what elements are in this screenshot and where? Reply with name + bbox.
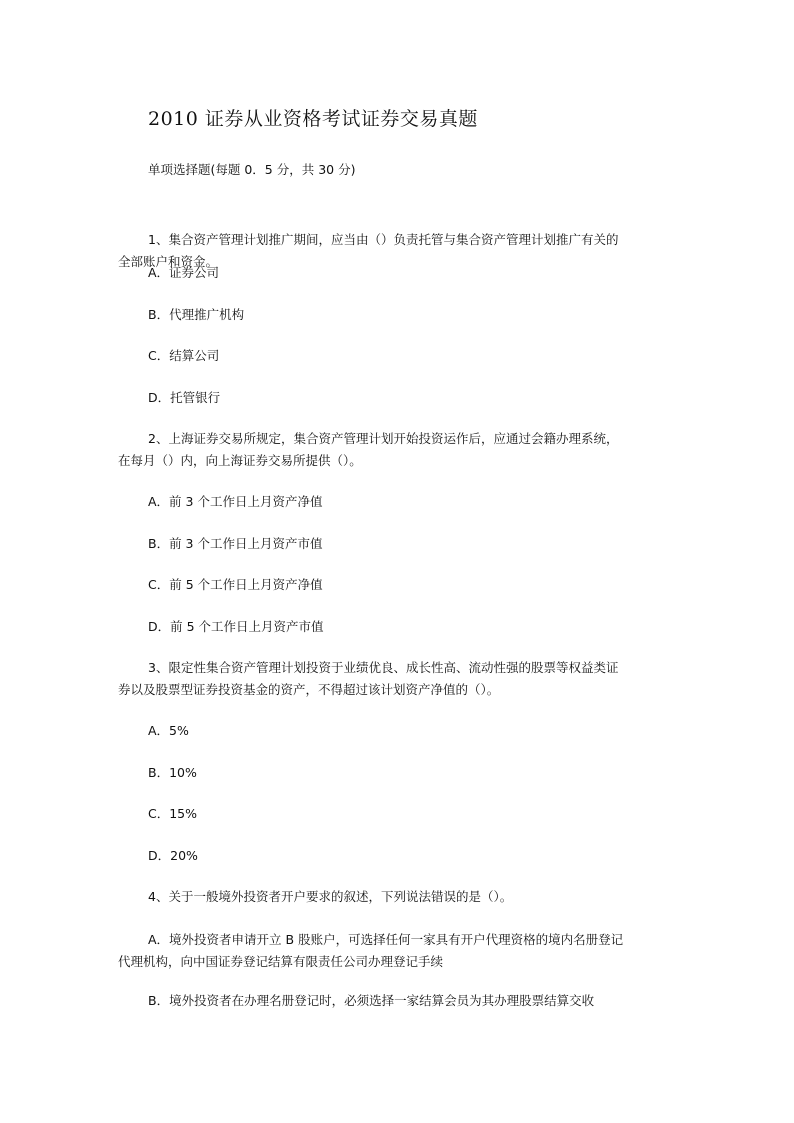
question-2-text-line-2: 在每月（）内，向上海证券交易所提供（）。 bbox=[118, 453, 362, 468]
question-2-option-c: C．前 5 个工作日上月资产净值 bbox=[148, 577, 323, 592]
question-1-text-line-1: 1、集合资产管理计划推广期间，应当由（）负责托管与集合资产管理计划推广有关的 bbox=[148, 232, 619, 247]
question-2-text-line-1: 2、上海证券交易所规定，集合资产管理计划开始投资运作后，应通过会籍办理系统， bbox=[148, 431, 619, 446]
question-3-option-c: C．15% bbox=[148, 806, 198, 821]
question-3-text-line-1: 3、限定性集合资产管理计划投资于业绩优良、成长性高、流动性强的股票等权益类证 bbox=[148, 660, 619, 675]
question-3-option-b: B．10% bbox=[148, 765, 197, 780]
question-4-text-line-1: 4、关于一般境外投资者开户要求的叙述，下列说法错误的是（）。 bbox=[148, 889, 513, 904]
question-1-text-line-2: 全部账户和资金。 bbox=[118, 254, 219, 269]
question-4-option-a-line-1: A．境外投资者申请开立 B 股账户，可选择任何一家具有开户代理资格的境内名册登记 bbox=[148, 932, 624, 947]
question-2-option-d: D．前 5 个工作日上月资产市值 bbox=[148, 619, 324, 634]
question-2-option-a: A．前 3 个工作日上月资产净值 bbox=[148, 494, 323, 509]
question-1-option-d: D．托管银行 bbox=[148, 390, 221, 405]
question-1-option-b: B．代理推广机构 bbox=[148, 307, 245, 322]
question-3-option-d: D．20% bbox=[148, 848, 198, 863]
question-4-option-a-line-2: 代理机构，向中国证券登记结算有限责任公司办理登记手续 bbox=[118, 954, 444, 969]
question-1-option-a: A．证券公司 bbox=[148, 265, 220, 280]
question-3-option-a: A．5% bbox=[148, 723, 189, 738]
question-4-option-b: B．境外投资者在办理名册登记时，必须选择一家结算会员为其办理股票结算交收 bbox=[148, 993, 595, 1008]
document-title: 2010 证券从业资格考试证券交易真题 bbox=[148, 108, 478, 130]
question-1-option-c: C．结算公司 bbox=[148, 348, 220, 363]
question-2-option-b: B．前 3 个工作日上月资产市值 bbox=[148, 536, 323, 551]
question-3-text-line-2: 券以及股票型证券投资基金的资产，不得超过该计划资产净值的（）。 bbox=[118, 682, 500, 697]
section-heading: 单项选择题(每题 0．5 分，共 30 分) bbox=[148, 162, 356, 177]
